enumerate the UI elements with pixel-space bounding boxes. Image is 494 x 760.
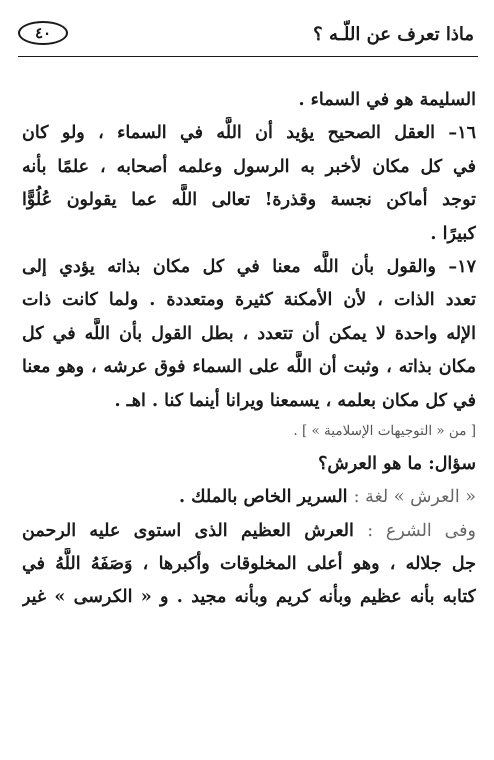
page-number: ٤٠: [18, 21, 68, 45]
question-heading: سؤال: ما هو العرش؟: [318, 453, 476, 474]
text-line: ١٧– والقول بأن اللَّه معنا في كل مكان بذاته يؤدي إلى: [22, 256, 476, 277]
text-line: في كل مكان لأخبر به الرسول وعلمه أصحابه ، علمًا بأنه: [22, 156, 476, 177]
definition-lexical: [22, 481, 476, 514]
header-divider: [18, 56, 478, 57]
text-line: ١٦– العقل الصحيح يؤيد أن اللَّه في السماء ، ولو كان: [22, 123, 476, 144]
definition-text: السرير الخاص بالملك .: [179, 487, 354, 508]
definition-term: وفى الشرع :: [367, 520, 476, 541]
text-line: توجد أماكن نجسة وقذرة! تعالى اللَّه عما يقولون عُلُوًّا: [22, 190, 476, 211]
definition-term: « العرش » لغة :: [353, 487, 476, 508]
text-line: جل جلاله ، وهو أعلى المخلوقات وأكبرها ، وَصَفَهُ اللَّهُ في: [22, 554, 476, 575]
running-title: ماذا تعرف عن اللّـه ؟: [313, 24, 474, 45]
page-body: [22, 84, 476, 615]
text-line: السليمة هو في السماء .: [298, 90, 476, 110]
text-line: كتابه بأنه عظيم وبأنه كريم وبأنه مجيد . و « الكرسى » غير: [22, 587, 476, 608]
text-line: تعدد الذات ، لأن الأمكنة كثيرة ومتعددة . ولما كانت ذات: [22, 290, 476, 311]
text-line: كبيرًا .: [430, 223, 476, 244]
definition-text: العرش العظيم الذى استوى عليه الرحمن: [22, 520, 368, 541]
source-note: [ من « التوجيهات الإسلامية » ] .: [293, 422, 476, 439]
definition-shar: [22, 515, 476, 548]
text-line: الإله واحدة لا يمكن أن تتعدد ، بطل القول بأن اللَّه في كل: [22, 323, 476, 344]
page-header: [18, 18, 478, 52]
text-line: مكان بذاته ، وثبت أن اللَّه على السماء فوق عرشه ، وهو معنا: [22, 357, 476, 378]
text-line: في كل مكان بعلمه ، يسمعنا ويرانا أينما كنا . اهـ .: [114, 390, 476, 411]
